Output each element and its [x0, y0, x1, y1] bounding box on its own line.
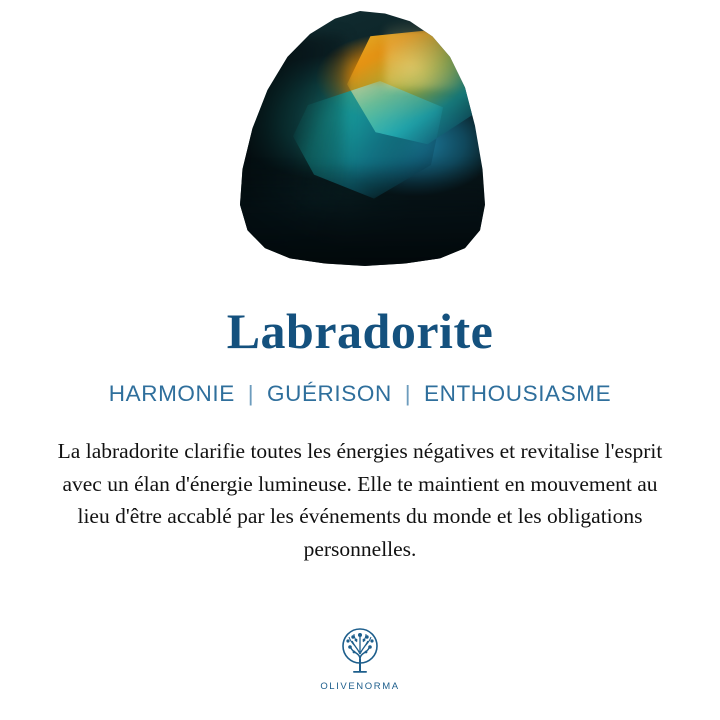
- brand-name: OLIVENORMA: [320, 681, 400, 692]
- keyword-separator-2: |: [404, 381, 412, 406]
- description-text: La labradorite clarifie toutes les énergies négatives et revitalise l'esprit avec un élan d'énergie lumineuse. Elle te maintient en mouvement au lieu d'être accablé par les événements du monde et les obligations personnelles.: [57, 439, 663, 562]
- stone-highlight: [385, 19, 471, 89]
- brand-logo: [0, 626, 720, 692]
- keyword-enthousiasme: ENTHOUSIASME: [424, 381, 612, 406]
- keyword-guerison: GUÉRISON: [267, 381, 392, 406]
- keyword-harmonie: HARMONIE: [108, 381, 235, 406]
- tree-of-life-icon: [333, 626, 387, 678]
- stone-iridescence-layer: [235, 11, 485, 266]
- stone-bottom-shadow: [235, 161, 485, 266]
- page-title: Labradorite: [226, 303, 494, 359]
- keyword-separator-1: |: [247, 381, 255, 406]
- labradorite-stone-image: [235, 11, 485, 266]
- stone-image-area: [0, 0, 720, 292]
- keyword-list: [109, 381, 611, 407]
